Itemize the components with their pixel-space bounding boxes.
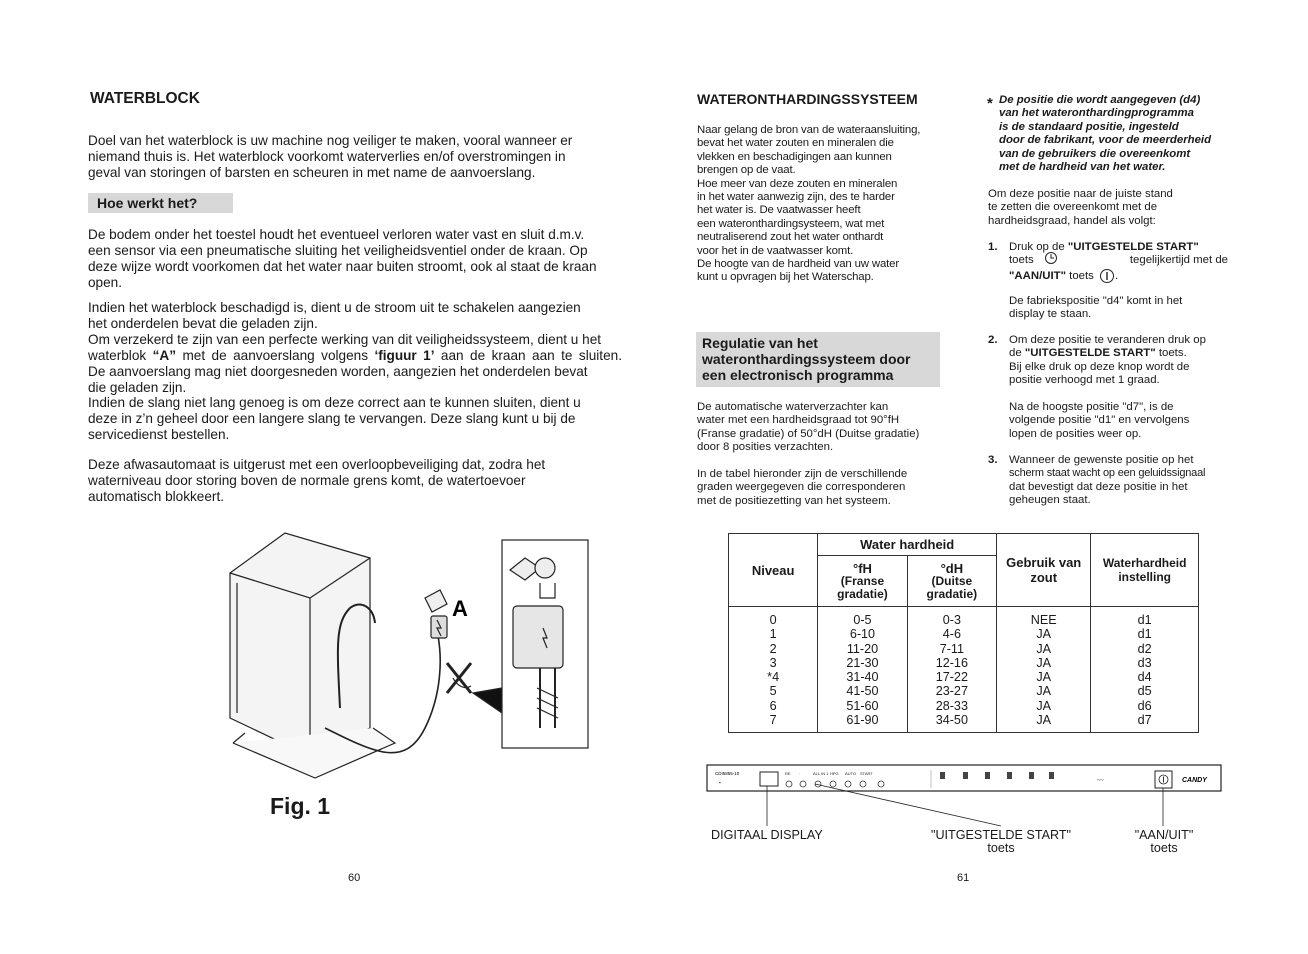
text-line: voor het in de vaatwasser komt. bbox=[697, 244, 854, 257]
table-cell-zout: JA bbox=[1036, 684, 1052, 699]
table-cell-dh: 0-3 bbox=[942, 613, 961, 627]
callout-line: toets bbox=[987, 841, 1015, 855]
text-line: scherm staat wacht op een geluidssignaal bbox=[1009, 467, 1206, 480]
table-cell-zout: JA bbox=[1036, 670, 1052, 685]
table-cell-niveau: 2 bbox=[769, 641, 777, 656]
table-cell-fh: 0-5 bbox=[853, 613, 872, 627]
step-1-number: 1. bbox=[988, 241, 998, 253]
aan-uit-callout bbox=[1124, 829, 1204, 855]
text-line: is de standaard positie, ingesteld bbox=[999, 120, 1179, 133]
table-cell-fh: 11-20 bbox=[846, 641, 879, 656]
table-cell-inst: d1 bbox=[1137, 613, 1152, 627]
table-cell-zout: JA bbox=[1036, 698, 1052, 713]
header-line: gradatie) bbox=[926, 586, 978, 601]
text-line: Om verzekerd te zijn van een perfecte werking van dit veiligheidssysteem, dient u het bbox=[88, 331, 602, 347]
panel-label: HPG bbox=[830, 771, 839, 776]
text-line: lopen de posities weer op. bbox=[1009, 427, 1142, 440]
text-line: De bodem onder het toestel houdt het eventueel verloren water vast en sluit d.m.v. bbox=[88, 227, 585, 242]
table-cell-dh: 34-50 bbox=[935, 713, 968, 728]
header-line: zout bbox=[1030, 570, 1058, 585]
callout-line: "AAN/UIT" bbox=[1134, 828, 1194, 842]
header-line: °fH bbox=[853, 560, 872, 576]
table-header-row bbox=[729, 534, 1199, 556]
header-gebruik-van-zout bbox=[997, 534, 1091, 607]
header-fh bbox=[818, 556, 907, 607]
setting-intro bbox=[988, 188, 1228, 228]
table-cell-dh: 23-27 bbox=[935, 684, 968, 699]
text-line: water met een hardheidsgraad tot 90°fH bbox=[697, 414, 900, 427]
water-hardness-intro bbox=[697, 124, 938, 285]
text-run: aan de kraan aan te sluiten. bbox=[434, 347, 622, 363]
text-line: een sensor via een pneumatische sluiting het veiligheidsventiel onder de kraan. Op bbox=[88, 242, 588, 258]
table-cell-inst: d5 bbox=[1137, 684, 1152, 699]
waterblock-intro bbox=[88, 133, 622, 181]
panel-model-sub: ▪ bbox=[719, 780, 721, 785]
figuur-1-reference: ‘figuur 1’ bbox=[374, 347, 435, 363]
table-cell-inst: d1 bbox=[1137, 627, 1152, 642]
text-line: Naar gelang de bron van de wateraansluiting, bbox=[697, 124, 921, 136]
text-line: dat bevestigt dat deze positie in het bbox=[1009, 480, 1188, 493]
table-cell-dh: 28-33 bbox=[935, 698, 968, 713]
text-line: Indien het waterblock beschadigd is, dient u de stroom uit te schakelen aangezien bbox=[88, 300, 581, 315]
figure-1-label: Fig. 1 bbox=[270, 793, 331, 819]
page-number-right: 61 bbox=[957, 872, 970, 884]
text-line: kunt u opvragen bij het Waterschap. bbox=[697, 271, 874, 284]
table-cell-dh: 12-16 bbox=[935, 655, 968, 670]
waterblok-a-label: “A” bbox=[152, 347, 177, 363]
text-line: van de gebruikers die overeenkomt bbox=[999, 147, 1191, 160]
table-cell-zout: JA bbox=[1036, 713, 1052, 728]
regulatie-paragraph-2 bbox=[697, 468, 938, 508]
regulatie-box bbox=[696, 332, 940, 387]
header-dh bbox=[907, 556, 996, 607]
table-cell-fh: 21-30 bbox=[846, 655, 879, 670]
water-hardness-table bbox=[728, 533, 1199, 733]
step-1-extra bbox=[1009, 295, 1228, 322]
text-line: het onderdelen bevat die geladen zijn. bbox=[88, 315, 318, 331]
hoe-werkt-het-heading: Hoe werkt het? bbox=[97, 195, 198, 211]
table-cell-zout: JA bbox=[1036, 655, 1052, 670]
text-line: Om deze positie te veranderen druk op bbox=[1009, 334, 1206, 346]
table-cell-zout: JA bbox=[1036, 627, 1052, 642]
text-line: deze in z’n geheel door een langere slang te vervangen. Deze slang kunt u bij de bbox=[88, 411, 576, 427]
text-line: Om deze positie naar de juiste stand bbox=[988, 188, 1173, 200]
uitgestelde-start-label: "UITGESTELDE START" bbox=[1067, 241, 1199, 253]
aan-uit-label: "AAN/UIT" bbox=[1009, 269, 1066, 282]
text-line: Na de hoogste positie "d7", is de bbox=[1009, 401, 1174, 413]
text-line: automatisch blokkeert. bbox=[88, 488, 225, 504]
power-button-icon bbox=[1099, 268, 1115, 284]
text-line: De positie die wordt aangegeven (d4) bbox=[999, 94, 1201, 106]
table-cell-niveau: 0 bbox=[769, 613, 777, 627]
text-line: bevat het water zouten en mineralen die bbox=[697, 137, 894, 150]
text-line: servicedienst bestellen. bbox=[88, 427, 230, 443]
cells-fh bbox=[818, 607, 907, 733]
text-line bbox=[1009, 347, 1228, 360]
text-line: door 8 posities verzachten. bbox=[697, 441, 834, 454]
table-cell-niveau: 3 bbox=[769, 655, 777, 670]
page-number-left: 60 bbox=[348, 872, 361, 884]
table-cell-fh: 61-90 bbox=[846, 713, 879, 728]
text-run: waterblok bbox=[88, 347, 153, 363]
step-1-text bbox=[1009, 241, 1228, 284]
panel-label: RE bbox=[785, 771, 791, 776]
text-line: geheugen staat. bbox=[1009, 494, 1091, 507]
table-cell-inst: d7 bbox=[1137, 713, 1152, 728]
text-line: (Franse gradatie) of 50°dH (Duitse gradatie) bbox=[697, 427, 920, 440]
header-niveau: Niveau bbox=[729, 534, 818, 607]
text-line: deze wijze wordt voorkomen dat het water naar buiten stroomt, ook al staat de kraan bbox=[88, 258, 597, 274]
waterblock-paragraph-1 bbox=[88, 227, 622, 291]
panel-label: START bbox=[860, 771, 873, 776]
text-line: De hoogte van de hardheid van uw water bbox=[697, 258, 900, 271]
text-line bbox=[1009, 254, 1228, 267]
table-cell-dh: 4-6 bbox=[942, 627, 961, 642]
table-cell-inst: d6 bbox=[1137, 698, 1152, 713]
text-line: open. bbox=[88, 274, 123, 290]
cells-zout bbox=[997, 607, 1091, 733]
text-line: het water is. De vaatwasser heeft bbox=[697, 204, 861, 217]
regulatie-paragraph-1 bbox=[697, 401, 938, 455]
text-line: die geladen zijn. bbox=[88, 379, 187, 395]
text-line: met de positiezetting van het systeem. bbox=[697, 494, 891, 507]
text-line: De aanvoerslang mag niet doorgesneden worden, aangezien het onderdelen bevat bbox=[88, 363, 588, 379]
step-2-number: 2. bbox=[988, 334, 998, 346]
header-line: Gebruik van bbox=[1006, 555, 1082, 570]
text-run: toets. bbox=[1155, 347, 1187, 360]
program-icon bbox=[1049, 772, 1054, 779]
waterblock-paragraph-3 bbox=[88, 457, 622, 505]
text-line: In de tabel hieronder zijn de verschillende bbox=[697, 468, 908, 480]
step-2-extra bbox=[1009, 401, 1228, 441]
program-icon bbox=[985, 772, 990, 779]
text-line: Hoe meer van deze zouten en mineralen bbox=[697, 177, 898, 190]
regulatie-heading-line: wateronthardingssysteem door bbox=[702, 351, 911, 367]
default-position-star: * bbox=[987, 95, 993, 112]
table-cell-zout: JA bbox=[1036, 641, 1052, 656]
text-line: Deze afwasautomaat is uitgerust met een overloopbeveiliging dat, zodra het bbox=[88, 457, 546, 472]
header-line: (Duitse bbox=[931, 573, 973, 588]
cells-niveau bbox=[729, 607, 818, 733]
text-line: te zetten die overeenkomt met de bbox=[988, 201, 1158, 214]
header-waterhardheid-instelling bbox=[1091, 534, 1199, 607]
table-cell-niveau: 6 bbox=[769, 698, 777, 713]
table-cell-dh: 7-11 bbox=[939, 641, 964, 656]
regulatie-heading-line: Regulatie van het bbox=[702, 335, 818, 351]
text-run: toets bbox=[1066, 269, 1094, 282]
text-run: Druk op de bbox=[1009, 241, 1068, 253]
text-line: een wateronthardingsysteem, wat met bbox=[697, 217, 885, 230]
text-line: Bij elke druk op deze knop wordt de bbox=[1009, 360, 1190, 373]
table-cell-inst: d3 bbox=[1137, 655, 1152, 670]
delay-start-clock-icon bbox=[1043, 251, 1061, 265]
panel-script-logo: ~~ bbox=[1097, 778, 1104, 784]
table-cell-fh: 6-10 bbox=[849, 627, 876, 642]
text-line: volgende positie "d1" en vervolgens bbox=[1009, 414, 1190, 427]
step-2-text bbox=[1009, 334, 1228, 388]
text-line: De automatische waterverzachter kan bbox=[697, 401, 889, 413]
header-line: (Franse bbox=[840, 573, 885, 588]
text-line: in het water aanwezig zijn, des te harder bbox=[697, 191, 895, 204]
text-line: neutraliserend zout het water onthardt bbox=[697, 231, 884, 244]
text-run: tegelijkertijd met de bbox=[1129, 254, 1228, 267]
text-run: . bbox=[1115, 269, 1119, 282]
text-line: De fabriekspositie "d4" komt in het bbox=[1009, 295, 1183, 307]
waterblock-paragraph-2 bbox=[88, 300, 622, 443]
text-line: vlekken en beschadigingen aan kunnen bbox=[697, 150, 892, 163]
panel-label: · bbox=[799, 771, 801, 776]
text-run: toets bbox=[1009, 254, 1034, 267]
panel-model-label: CDI5855-10 bbox=[715, 771, 740, 776]
program-icon bbox=[1007, 772, 1012, 779]
waterblock-a-marker: A bbox=[452, 596, 468, 621]
step-3-text bbox=[1009, 454, 1228, 508]
panel-label: ALL IN 1 bbox=[813, 771, 829, 776]
callout-line: "UITGESTELDE START" bbox=[930, 828, 1072, 842]
text-line: hardheidsgraad, handel als volgt: bbox=[988, 214, 1156, 227]
waterblock-illustration bbox=[225, 528, 595, 788]
table-cell-inst: d2 bbox=[1137, 641, 1152, 656]
text-line: geval van storingen of barsten en scheuren in met name de aanvoerslang. bbox=[88, 164, 536, 180]
header-line: gradatie) bbox=[837, 586, 888, 601]
table-cell-niveau: 1 bbox=[769, 627, 777, 642]
dishwasher-illustration bbox=[230, 533, 370, 756]
text-line: display te staan. bbox=[1009, 308, 1092, 321]
text-line: van het wateronthardingprogramma bbox=[999, 107, 1194, 120]
panel-button-labels bbox=[785, 771, 873, 776]
panel-label: AUTO bbox=[845, 771, 857, 776]
text-line: Doel van het waterblock is uw machine nog veiliger te maken, vooral wanneer er bbox=[88, 133, 573, 148]
header-line: Waterhardheid bbox=[1102, 556, 1187, 570]
uitgestelde-start-callout bbox=[920, 829, 1082, 855]
header-line: °dH bbox=[940, 560, 964, 576]
step-3-number: 3. bbox=[988, 454, 998, 466]
program-icon bbox=[1029, 772, 1034, 779]
program-icon bbox=[940, 772, 945, 779]
text-run: de bbox=[1009, 347, 1025, 360]
wateronthardingssysteem-heading: WATERONTHARDINGSSYSTEEM bbox=[697, 91, 918, 107]
table-cell-niveau: *4 bbox=[767, 670, 780, 685]
table-cell-dh: 17-22 bbox=[935, 670, 968, 685]
hoe-werkt-het-box bbox=[88, 193, 233, 213]
default-position-note bbox=[999, 94, 1228, 174]
cells-instelling bbox=[1091, 607, 1199, 733]
header-water-hardheid: Water hardheid bbox=[818, 534, 997, 556]
program-icon bbox=[963, 772, 968, 779]
text-line: waterniveau door storing boven de normale grens komt, de watertoevoer bbox=[88, 472, 526, 488]
waterblock-heading: WATERBLOCK bbox=[90, 90, 200, 107]
text-run: met de aanvoerslang volgens bbox=[176, 347, 375, 363]
text-line: niemand thuis is. Het waterblock voorkomt waterverlies en/of overstromingen in bbox=[88, 148, 566, 164]
text-line: door de fabrikant, voor de meerderheid bbox=[999, 134, 1212, 147]
text-line bbox=[1009, 268, 1228, 284]
table-cell-fh: 41-50 bbox=[846, 684, 879, 699]
table-cell-niveau: 7 bbox=[769, 713, 777, 728]
text-line: positie verhoogd met 1 graad. bbox=[1009, 374, 1160, 387]
regulatie-heading-line: een electronisch programma bbox=[702, 367, 894, 383]
text-line: brengen op de vaat. bbox=[697, 164, 796, 177]
cells-dh bbox=[907, 607, 996, 733]
uitgestelde-start-label: "UITGESTELDE START" bbox=[1024, 347, 1156, 360]
table-cell-niveau: 5 bbox=[769, 684, 777, 699]
table-cell-fh: 31-40 bbox=[846, 670, 879, 685]
callout-line: toets bbox=[1150, 841, 1178, 855]
table-cell-inst: d4 bbox=[1137, 670, 1152, 685]
text-line: graden weergegeven die corresponderen bbox=[697, 481, 906, 494]
digitaal-display-callout: DIGITAAL DISPLAY bbox=[711, 828, 823, 842]
table-cell-fh: 51-60 bbox=[846, 698, 879, 713]
text-line bbox=[88, 348, 622, 364]
table-cell-zout: NEE bbox=[1030, 613, 1057, 627]
table-row bbox=[729, 607, 1199, 733]
text-line: Indien de slang niet lang genoeg is om deze correct aan te kunnen sluiten, dient u bbox=[88, 395, 581, 411]
text-line: met de hardheid van het water. bbox=[999, 161, 1166, 174]
text-line bbox=[1009, 241, 1228, 254]
brand-logo: CANDY bbox=[1182, 777, 1207, 784]
header-line: instelling bbox=[1118, 570, 1171, 584]
text-line: Wanneer de gewenste positie op het bbox=[1009, 454, 1194, 466]
